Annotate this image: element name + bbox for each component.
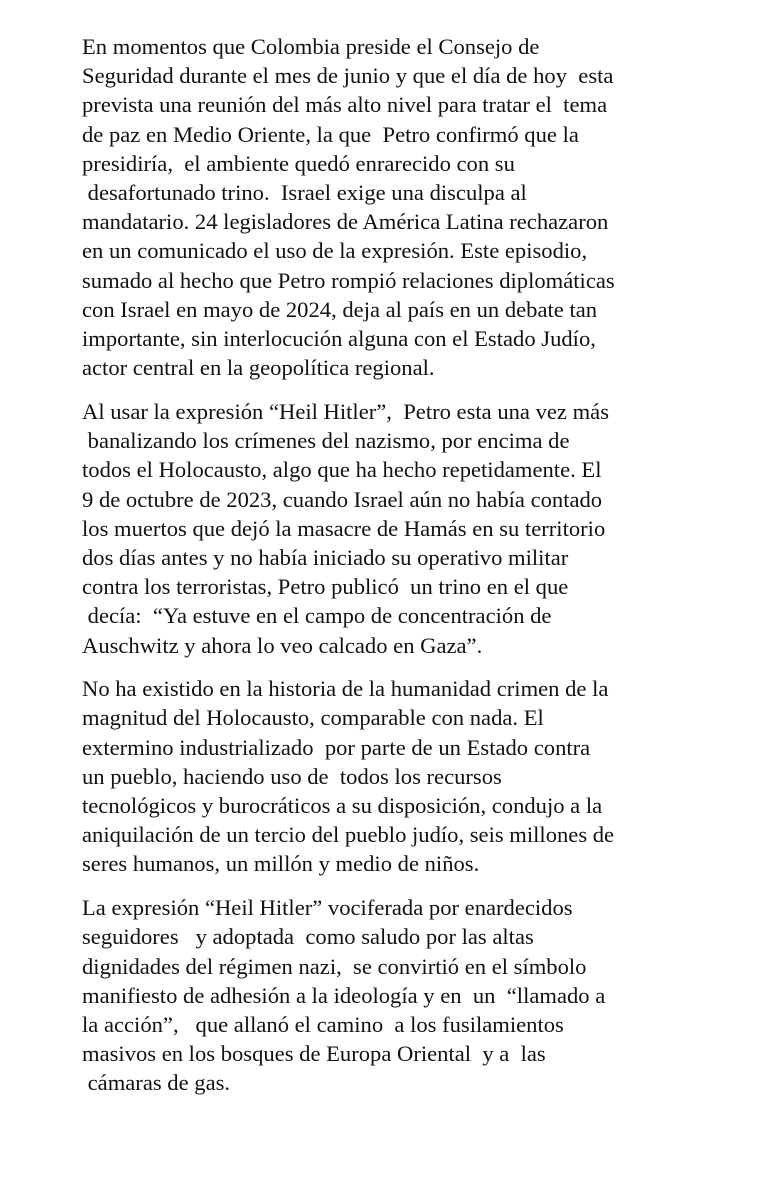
text-line: desafortunado trino. Israel exige una disculpa al [82, 180, 527, 206]
text-line: dos días antes y no había iniciado su operativo militar [82, 544, 569, 570]
text-line: No ha existido en la historia de la humanidad crimen de la [82, 676, 609, 702]
paragraph-1 [82, 32, 742, 382]
text-line: masivos en los bosques de Europa Oriental y a las [82, 1041, 546, 1067]
text-line: la acción”, que allanó el camino a los fusilamientos [82, 1012, 564, 1037]
text-line: seguidores y adoptada como saludo por las altas [82, 924, 534, 950]
text-line: prevista una reunión del más alto nivel para tratar el tema [82, 92, 608, 118]
text-line: presidiría, el ambiente quedó enrarecido con su [82, 150, 515, 176]
text-line: Al usar la expresión “Heil Hitler”, Petro esta una vez más [82, 398, 610, 424]
text-line: La expresión “Heil Hitler” vociferada por enardecidos [82, 895, 573, 921]
text-line: seres humanos, un millón y medio de niños. [82, 851, 480, 877]
text-line: decía: “Ya estuve en el campo de concentración de [82, 603, 552, 629]
text-line: un pueblo, haciendo uso de todos los recursos [82, 763, 502, 789]
text-line: tecnológicos y burocráticos a su disposición, condujo a la [82, 793, 603, 819]
text-line: en un comunicado el uso de la expresión. Este episodio, [82, 238, 588, 264]
text-line: sumado al hecho que Petro rompió relaciones diplomáticas [82, 267, 615, 293]
document-body [82, 32, 742, 1112]
text-line: mandatario. 24 legisladores de América Latina rechazaron [82, 209, 609, 235]
text-line: aniquilación de un tercio del pueblo judío, seis millones de [82, 822, 615, 848]
text-line: de paz en Medio Oriente, la que Petro confirmó que la [82, 121, 579, 147]
text-line: banalizando los crímenes del nazismo, por encima de [82, 428, 570, 454]
paragraph-2 [82, 397, 742, 660]
text-line: contra los terroristas, Petro publicó un trino en el que [82, 574, 569, 600]
text-line: extermino industrializado por parte de un Estado contra [82, 734, 591, 760]
text-line: Seguridad durante el mes de junio y que el día de hoy esta [82, 63, 614, 89]
text-line: con Israel en mayo de 2024, deja al país en un debate tan [82, 296, 598, 322]
text-line: cámaras de gas. [82, 1070, 231, 1096]
text-line: dignidades del régimen nazi, se convirtió en el símbolo [82, 953, 587, 979]
text-line: manifiesto de adhesión a la ideología y en un “llamado a [82, 982, 606, 1008]
paragraph-4 [82, 893, 742, 1097]
text-line: 9 de octubre de 2023, cuando Israel aún no había contado [82, 486, 603, 512]
text-line: todos el Holocausto, algo que ha hecho repetidamente. El [82, 457, 602, 483]
text-line: En momentos que Colombia preside el Consejo de [82, 34, 540, 59]
text-line: los muertos que dejó la masacre de Hamás en su territorio [82, 515, 606, 541]
text-line: importante, sin interlocución alguna con el Estado Judío, [82, 326, 596, 352]
text-line: magnitud del Holocausto, comparable con nada. El [82, 705, 544, 731]
text-line: actor central en la geopolítica regional. [82, 355, 435, 381]
text-line: Auschwitz y ahora lo veo calcado en Gaza”. [82, 632, 483, 658]
paragraph-3 [82, 674, 742, 878]
